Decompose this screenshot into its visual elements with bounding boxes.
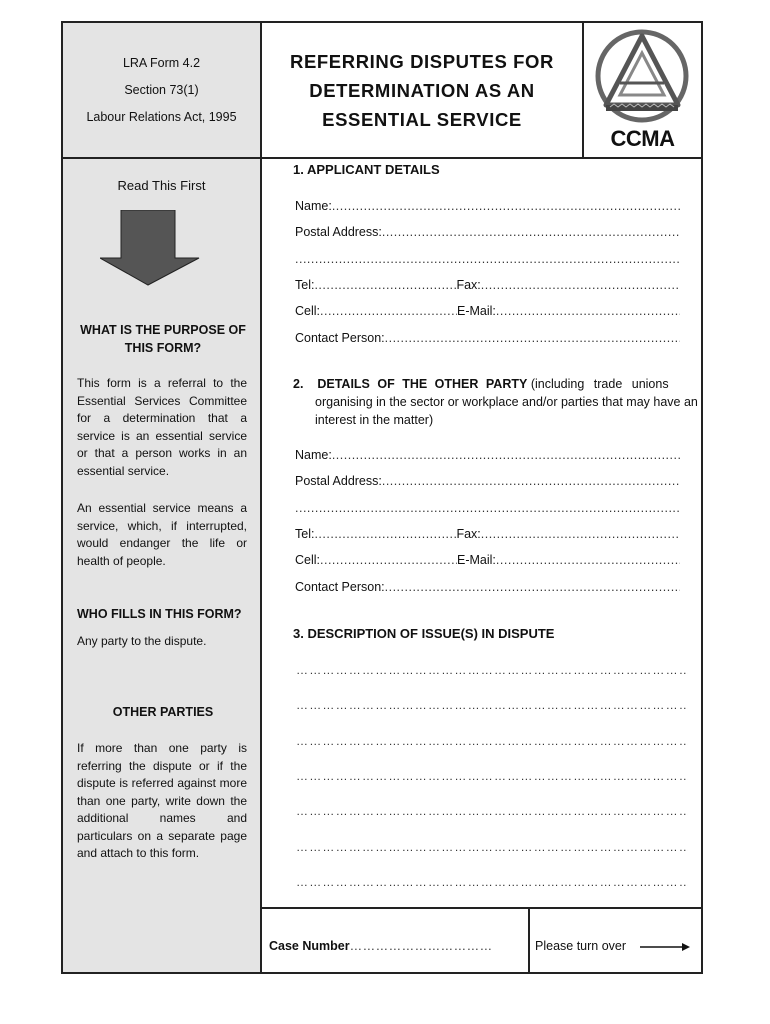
essential-service-definition: An essential service means a service, which, if interrupted, would endanger the life or health of people. — [77, 501, 247, 568]
dispute-description-line[interactable] — [296, 734, 688, 748]
ccma-logo — [582, 23, 701, 159]
act-reference: Labour Relations Act, 1995 — [86, 109, 237, 124]
applicant-postal-field[interactable]: Postal Address: ..... — [295, 225, 680, 239]
other-parties-text: If more than one party is referring the dispute or if the dispute is referred against more than one party, write down the additional names and particulars on a separate page and attach to this form. — [77, 741, 247, 860]
dispute-description-line[interactable] — [296, 804, 688, 818]
applicant-cell-email-field[interactable]: Cell: ..... E-Mail: ..... — [295, 304, 680, 318]
who-fills-text: Any party to the dispute. — [77, 634, 207, 648]
lra-form — [61, 21, 703, 974]
other-party-cell-email-field[interactable]: Cell: ..... E-Mail: ..... — [295, 553, 680, 567]
dispute-description-line[interactable] — [296, 840, 688, 854]
form-title: REFERRING DISPUTES FOR DETERMINATION AS AN ESSENTIAL SERVICE — [262, 23, 582, 159]
read-first-label: Read This First — [117, 178, 206, 193]
other-parties-heading: OTHER PARTIES — [112, 705, 214, 719]
section-1-title: 1. APPLICANT DETAILS — [293, 162, 440, 177]
dispute-description-line[interactable] — [296, 769, 688, 783]
dispute-description-line[interactable] — [296, 698, 688, 712]
ccma-logo-text: CCMA — [610, 126, 675, 151]
other-party-postal-field-2[interactable] — [295, 501, 680, 515]
other-party-tel-fax-field[interactable]: Tel: ..... Fax: ..... — [295, 527, 680, 541]
dispute-description-line[interactable] — [296, 875, 688, 889]
case-number-field[interactable]: Case Number ………………………………………………………… — [269, 939, 494, 953]
ccma-triangle-emblem — [584, 23, 703, 127]
other-party-postal-field[interactable]: Postal Address: ..... — [295, 474, 680, 488]
purpose-heading: WHAT IS THE PURPOSE OF THIS FORM? — [80, 323, 246, 355]
form-footer — [262, 907, 701, 972]
applicant-contact-field[interactable]: Contact Person: ..... — [295, 331, 680, 345]
applicant-tel-fax-field[interactable]: Tel: ..... Fax: ..... — [295, 278, 680, 292]
down-arrow-icon — [100, 210, 200, 286]
sidebar — [63, 23, 262, 972]
section-3-title: 3. DESCRIPTION OF ISSUE(S) IN DISPUTE — [293, 626, 555, 641]
purpose-text: This form is a referral to the Essential Services Committee for a determination that a service is an essential service or that a person works in an essential service. — [77, 376, 247, 478]
who-fills-heading: WHO FILLS IN THIS FORM? — [77, 607, 242, 621]
other-party-name-field[interactable]: Name: ..... — [295, 448, 680, 462]
right-arrow-icon — [640, 942, 690, 952]
footer-divider — [528, 909, 530, 972]
section-2-title: 2. DETAILS OF THE OTHER PARTY (including trade unions organising in the sector or workplace and/or parties that may have an interest in the matter) — [293, 377, 698, 427]
other-party-contact-field[interactable]: Contact Person: ..... — [295, 580, 680, 594]
form-identifier — [63, 23, 260, 159]
turn-over-label: Please turn over — [535, 939, 627, 953]
applicant-name-field[interactable]: Name: ..... — [295, 199, 680, 213]
applicant-postal-field-2[interactable] — [295, 252, 680, 266]
form-number: LRA Form 4.2 — [122, 55, 201, 70]
dispute-description-line[interactable] — [296, 663, 688, 677]
section-reference: Section 73(1) — [124, 82, 199, 97]
